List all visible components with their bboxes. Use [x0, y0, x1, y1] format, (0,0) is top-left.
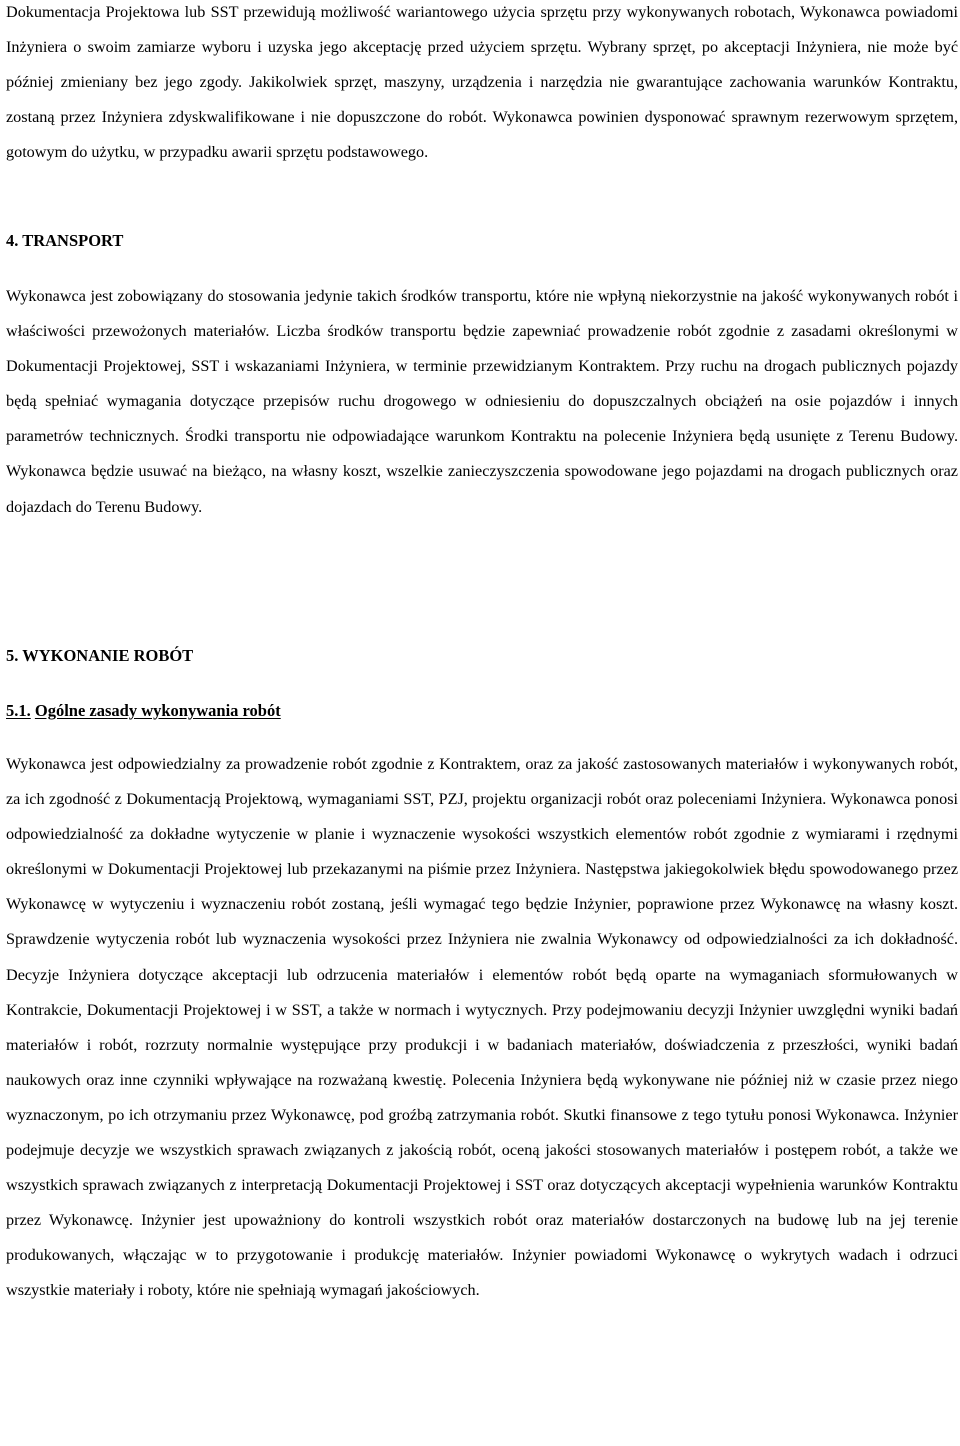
subsection-5-1-number: 5.1.: [6, 701, 31, 720]
section-4-paragraph: Wykonawca jest zobowiązany do stosowania jedynie takich środków transportu, które nie wpłyną niekorzystnie na jakość wykonywanych robót i właściwości przewożonych materiałów. Liczba środków transportu będzie zapewniać prowadzenie robót zgodnie z zasadami określonymi w Dokumentacji Projektowej, SST i wskazaniami Inżyniera, w terminie przewidzianym Kontraktem. Przy ruchu na drogach publicznych pojazdy będą spełniać wymagania dotyczące przepisów ruchu drogowego w odniesieniu do dopuszczalnych obciążeń na osie pojazdów i innych parametrów technicznych. Środki transportu nie odpowiadające warunkom Kontraktu na polecenie Inżyniera będą usunięte z Terenu Budowy. Wykonawca będzie usuwać na bieżąco, na własny koszt, wszelkie zanieczyszczenia spowodowane jego pojazdami na drogach publicznych oraz dojazdach do Terenu Budowy.: [6, 287, 958, 516]
intro-paragraph: Dokumentacja Projektowa lub SST przewidują możliwość wariantowego użycia sprzętu przy wykonywanych robotach, Wykonawca powiadomi Inżyniera o swoim zamiarze wyboru i uzyska jego akceptację przed użyciem sprzętu. Wybrany sprzęt, po akceptacji Inżyniera, nie może być później zmieniany bez jego zgody. Jakikolwiek sprzęt, maszyny, urządzenia i narzędzia nie gwarantujące zachowania warunków Kontraktu, zostaną przez Inżyniera zdyskwalifikowane i nie dopuszczone do robót. Wykonawca powinien dysponować sprawnym rezerwowym sprzętem, gotowym do użytku, w przypadku awarii sprzętu podstawowego.: [6, 3, 958, 162]
subsection-5-1-title: Ogólne zasady wykonywania robót: [34, 701, 281, 720]
section-5-1-paragraph: Wykonawca jest odpowiedzialny za prowadzenie robót zgodnie z Kontraktem, oraz za jakość zastosowanych materiałów i wykonywanych robót, za ich zgodność z Dokumentacją Projektową, wymaganiami SST, PZJ, projektu organizacji robót oraz poleceniami Inżyniera. Wykonawca ponosi odpowiedzialność za dokładne wytyczenie w planie i wyznaczenie wysokości wszystkich elementów robót zgodnie z wymiarami i rzędnymi określonymi w Dokumentacji Projektowej lub przekazanymi na piśmie przez Inżyniera. Następstwa jakiegokolwiek błędu spowodowanego przez Wykonawcę w wytyczeniu i wyznaczeniu robót zostaną, jeśli wymagać tego będzie Inżynier, poprawione przez Wykonawcę na własny koszt. Sprawdzenie wytyczenia robót lub wyznaczenia wysokości przez Inżyniera nie zwalnia Wykonawcy od odpowiedzialności za ich dokładność. Decyzje Inżyniera dotyczące akceptacji lub odrzucenia materiałów i elementów robót będą oparte na wymaganiach sformułowanych w Kontrakcie, Dokumentacji Projektowej i w SST, a także w normach i wytycznych. Przy podejmowaniu decyzji Inżynier uwzględni wyniki badań materiałów i robót, rozrzuty normalnie występujące przy produkcji i w badaniach materiałów, doświadczenia z przeszłości, wyniki badań naukowych oraz inne czynniki wpływające na rozważaną kwestię. Polecenia Inżyniera będą wykonywane nie później niż w czasie przez niego wyznaczonym, po ich otrzymaniu przez Wykonawcę, pod groźbą zatrzymania robót. Skutki finansowe z tego tytułu ponosi Wykonawca. Inżynier podejmuje decyzje we wszystkich sprawach związanych z jakością robót, oceną jakości stosowanych materiałów i postępem robót, a także we wszystkich sprawach związanych z interpretacją Dokumentacji Projektowej i SST oraz dotyczących akceptacji wypełnienia warunków Kontraktu przez Wykonawcę. Inżynier jest upoważniony do kontroli wszystkich robót oraz materiałów dostarczonych na budowę lub na jej terenie produkowanych, włączając w to przygotowanie i produkcję materiałów. Inżynier powiadomi Wykonawcę o wykrytych wadach i odrzuci wszystkie materiały i roboty, które nie spełniają wymagań jakościowych.: [6, 755, 958, 1300]
subsection-5-1-heading: [6, 699, 281, 723]
section-4-heading: 4. TRANSPORT: [6, 231, 124, 250]
section-5-heading: 5. WYKONANIE ROBÓT: [6, 646, 194, 665]
